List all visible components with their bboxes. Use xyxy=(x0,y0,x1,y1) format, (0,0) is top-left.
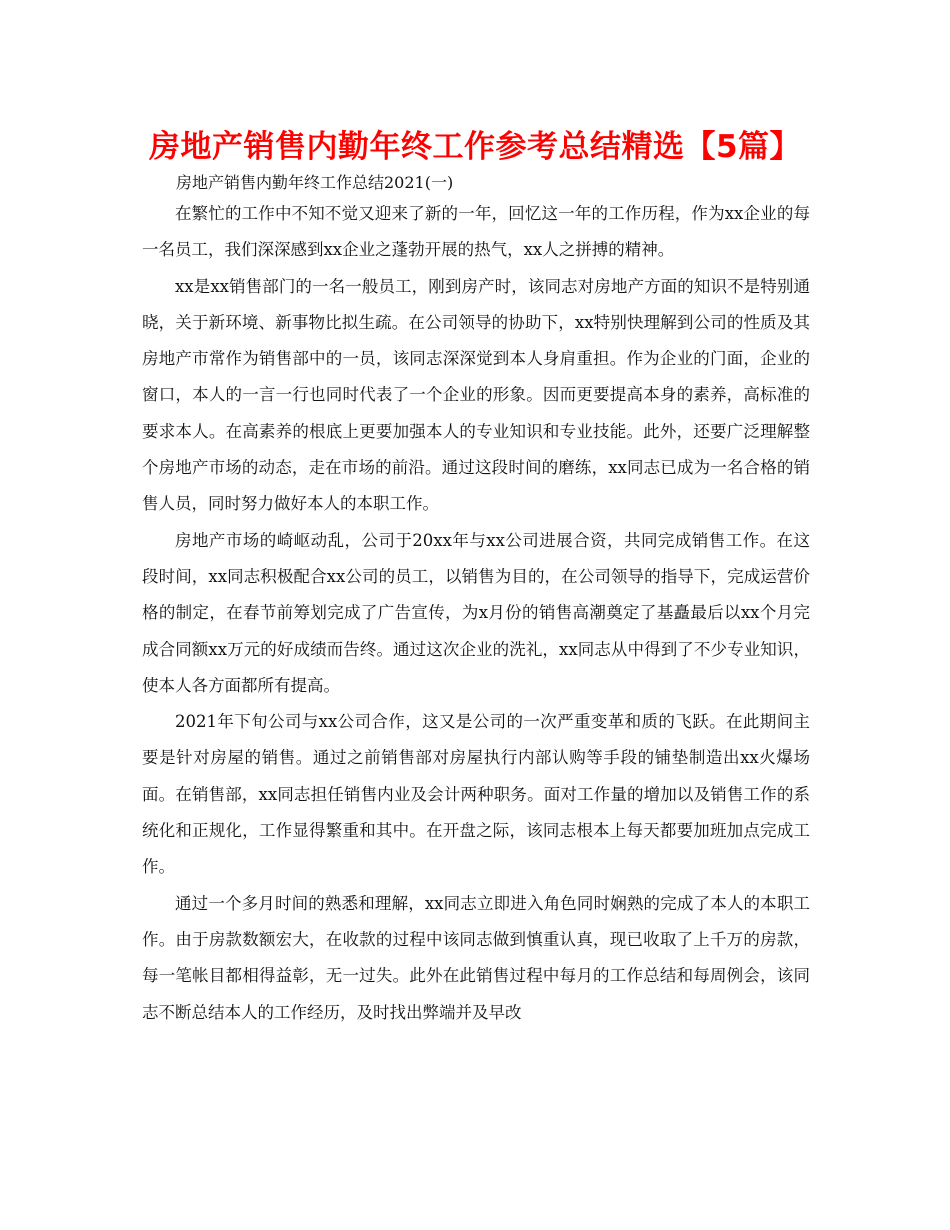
paragraph: xx是xx销售部门的一名一般员工，刚到房产时，该同志对房地产方面的知识不是特别通晓，关于新环境、新事物比拟生疏。在公司领导的协助下，xx特别快理解到公司的性质及其房地产市常作为销售部中的一员，该同志深深觉到本人身肩重担。作为企业的门面，企业的窗口，本人的一言一行也同时代表了一个企业的形象。因而更要提高本身的素养，高标准的要求本人。在高素养的根底上更要加强本人的专业知识和专业技能。此外，还要广泛理解整个房地产市场的动态，走在市场的前沿。通过这段时间的磨练，xx同志已成为一名合格的销售人员，同时努力做好本人的本职工作。 xyxy=(142,276,810,514)
paragraph: 通过一个多月时间的熟悉和理解，xx同志立即进入角色同时娴熟的完成了本人的本职工作。由于房款数额宏大，在收款的过程中该同志做到慎重认真，现已收取了上千万的房款，每一笔帐目都相得益彰，无一过失。此外在此销售过程中每月的工作总结和每周例会，该同志不断总结本人的工作经历，及时找出弊端并及早改 xyxy=(142,893,810,1022)
document-subtitle: 房地产销售内勤年终工作总结2021(一) xyxy=(176,173,454,192)
paragraph: 房地产市场的崎岖动乱，公司于20xx年与xx公司进展合资，共同完成销售工作。在这段时间，xx同志积极配合xx公司的员工，以销售为目的，在公司领导的指导下，完成运营价格的制定，在春节前筹划完成了广告宣传，为x月份的销售高潮奠定了基矗最后以xx个月完成合同额xx万元的好成绩而告终。通过这次企业的洗礼，xx同志从中得到了不少专业知识，使本人各方面都所有提高。 xyxy=(142,530,810,695)
paragraph: 2021年下旬公司与xx公司合作，这又是公司的一次严重变革和质的飞跃。在此期间主要是针对房屋的销售。通过之前销售部对房屋执行内部认购等手段的铺垫制造出xx火爆场面。在销售部，xx同志担任销售内业及会计两种职务。面对工作量的增加以及销售工作的系统化和正规化，工作显得繁重和其中。在开盘之际，该同志根本上每天都要加班加点完成工作。 xyxy=(142,712,810,877)
paragraph: 在繁忙的工作中不知不觉又迎来了新的一年，回忆这一年的工作历程，作为xx企业的每一名员工，我们深深感到xx企业之蓬勃开展的热气，xx人之拼搏的精神。 xyxy=(142,204,810,260)
document-body xyxy=(142,196,810,1031)
document-title: 房地产销售内勤年终工作参考总结精选【5篇】 xyxy=(148,129,802,165)
